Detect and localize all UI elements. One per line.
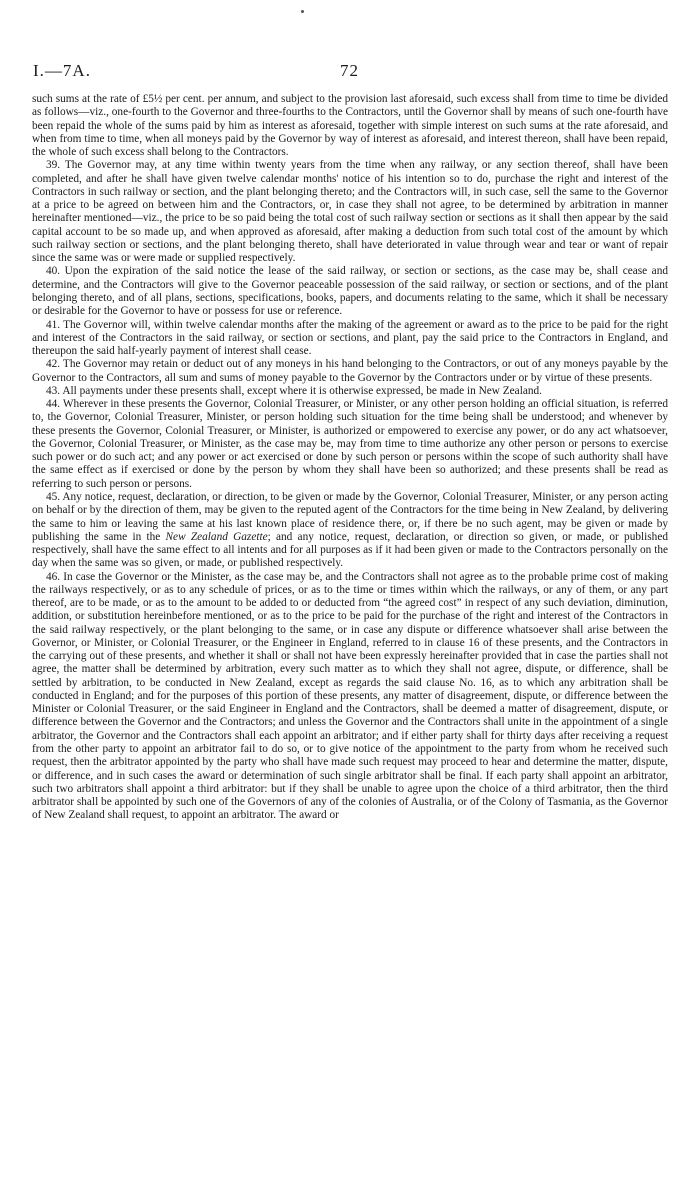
page-number: 72	[340, 61, 359, 80]
clause-39: 39. The Governor may, at any time within twenty years from the time when any railway, or any section thereof, shall have been completed, and after he shall have given twelve calendar months' notice of his intention so to do, purchase the right and interest of the Contractors in such railway or section, and the plant belonging thereto; and the Contractors will, in such case, sell the same to the Governor at a price to be agreed on between him and the Contractors, or, in case they shall not agree, to be determined by arbitration in manner hereinafter mentioned—viz., the price to be so paid being the total cost of such railway section or sections as it shall then appear by the said capital account to be so made up, and when approved as aforesaid, after making a deduction from such total cost of the amount by which such railway section or sections, and the plant belonging thereto, shall have deteriorated in value through wear and tear or want of repair since the same was or were made or supplied respectively.	[32, 159, 668, 265]
document-reference: I.—7A.	[33, 61, 91, 80]
clause-42: 42. The Governor may retain or deduct out of any moneys in his hand belonging to the Contractors, or out of any moneys payable by the Governor to the Contractors, all sum and sums of money payable to the Governor by the Contractors under or by virtue of these presents.	[32, 358, 668, 384]
gazette-title: New Zealand Gazette	[165, 530, 268, 543]
scan-speck	[301, 10, 304, 13]
clause-40: 40. Upon the expiration of the said notice the lease of the said railway, or section or sections, as the case may be, shall cease and determine, and the Contractors will give to the Governor peaceable possession of the said railway, or section or sections, and of the plant belonging thereto, and of all plans, sections, specifications, books, papers, and documents relating to the same, which it shall be necessary or desirable for the Governor to have or possess for use or reference.	[32, 265, 668, 318]
clause-41: 41. The Governor will, within twelve calendar months after the making of the agreement or award as to the price to be paid for the right and interest of the Contractors in the said railway, or section or sections, and plant, pay the said price to the Contractors in England, and thereupon the said half-yearly payment of interest shall cease.	[32, 318, 668, 358]
body-text	[32, 93, 668, 823]
clause-45: 45. Any notice, request, declaration, or direction, to be given or made by the Governor, Colonial Treasurer, Minister, or any person acting on behalf or by the direction of them, may be given to the reputed agent of the Contractors for the time being in New Zealand, by delivering the same to him or leaving the same at his last known place of residence there, or, if there be no such agent, may be given or made by publishing the same in the New Zealand Gazette; and any notice, request, declaration, or direction so given, or made, or published respectively, shall have the same effect to all intents and for all purposes as if it had been given or made to the Contractors personally on the day when the same was so given, or made, or published respectively.	[32, 490, 668, 570]
clause-44: 44. Wherever in these presents the Governor, Colonial Treasurer, or Minister, or any other person holding an official situation, is referred to, the Governor, Colonial Treasurer, Minister, or person holding such situation for the time being shall be understood; and whenever by these presents the Governor, Colonial Treasurer, or Minister, is authorized or empowered to exercise any power, or do any act whatsoever, the Governor, Colonial Treasurer, or Minister, as the case may be, may from time to time authorize any other person or persons to exercise such power or do such act; and any power or act exercised or done by such person or persons within the scope of such authority shall have the same effect as if exercised or done by the person by whom they shall have been so authorized; and these presents shall be read as referring to such person or persons.	[32, 398, 668, 490]
paragraph-continuation: such sums at the rate of £5½ per cent. per annum, and subject to the provision last aforesaid, such excess shall from time to time be divided as follows—viz., one-fourth to the Governor and three-fourths to the Contractors, until the Governor shall by means of such one-fourth have been repaid the whole of the sums paid by him as interest as aforesaid, together with simple interest on such sums at the rate aforesaid, and when from time to time, when all moneys paid by the Governor by way of interest as aforesaid, and interest thereon, shall have been repaid, the whole of such excess shall belong to the Contractors.	[32, 93, 668, 159]
clause-43: 43. All payments under these presents shall, except where it is otherwise expressed, be made in New Zealand.	[46, 384, 542, 397]
clause-46: 46. In case the Governor or the Minister, as the case may be, and the Contractors shall not agree as to the probable prime cost of making the railways respectively, or as to any schedule of prices, or as to the time or times within which the railways, or any of them, or any part thereof, are to be made, or as to the amount to be added to or deducted from “the agreed cost” in respect of any such deviation, diminution, addition, or substitution hereinbefore mentioned, or as to the price to be paid for the purchase of the right and interest of the Contractors in the said railway respectively, or the plant belonging to the same, or in case any dispute or difference whatsoever shall arise between the Governor, or Minister, or Colonial Treasurer, or the Engineer in England, referred to in clause 16 of these presents, and the Contractors in the carrying out of these presents, and whether it shall or shall not have been expressly hereinafter provided that in case the parties shall not agree, the matter shall be determined by arbitration, every such matter as to which they shall not agree, dispute, or difference, shall be settled by arbitration, to be conducted in New Zealand, except as regards the said clause No. 16, as to which any arbitration shall be conducted in England; and for the purposes of this portion of these presents, any matter of disagreement, dispute, or difference between the Minister or Colonial Treasurer, or the said Engineer in England and the Contractors, shall be deemed a matter of disagreement, dispute, or difference between the Governor and the Contractors; and unless the Governor and the Contractors shall unite in the appointment of a single arbitrator, the Governor and the Contractors shall each appoint an arbitrator; and if either party shall for thirty days after receiving a request from the other party to appoint an arbitrator fail to do so, or to give notice of the appointment to the party from whom he received such request, then the arbitrator appointed by the party who shall have made such request may proceed to hear and determine the matter, dispute, or difference, and in such cases the award or determination of such single arbitrator shall be final. If each party shall appoint an arbitrator, such two arbitrators shall appoint a third arbitrator: but if they shall be unable to agree upon the choice of a third arbitrator, then the third arbitrator shall be appointed by such one of the Governors of any of the colonies of Australia, or of the Colony of Tasmania, as the Governor of New Zealand shall request, to appoint an arbitrator. The award or	[32, 570, 668, 822]
page-header	[33, 62, 667, 80]
